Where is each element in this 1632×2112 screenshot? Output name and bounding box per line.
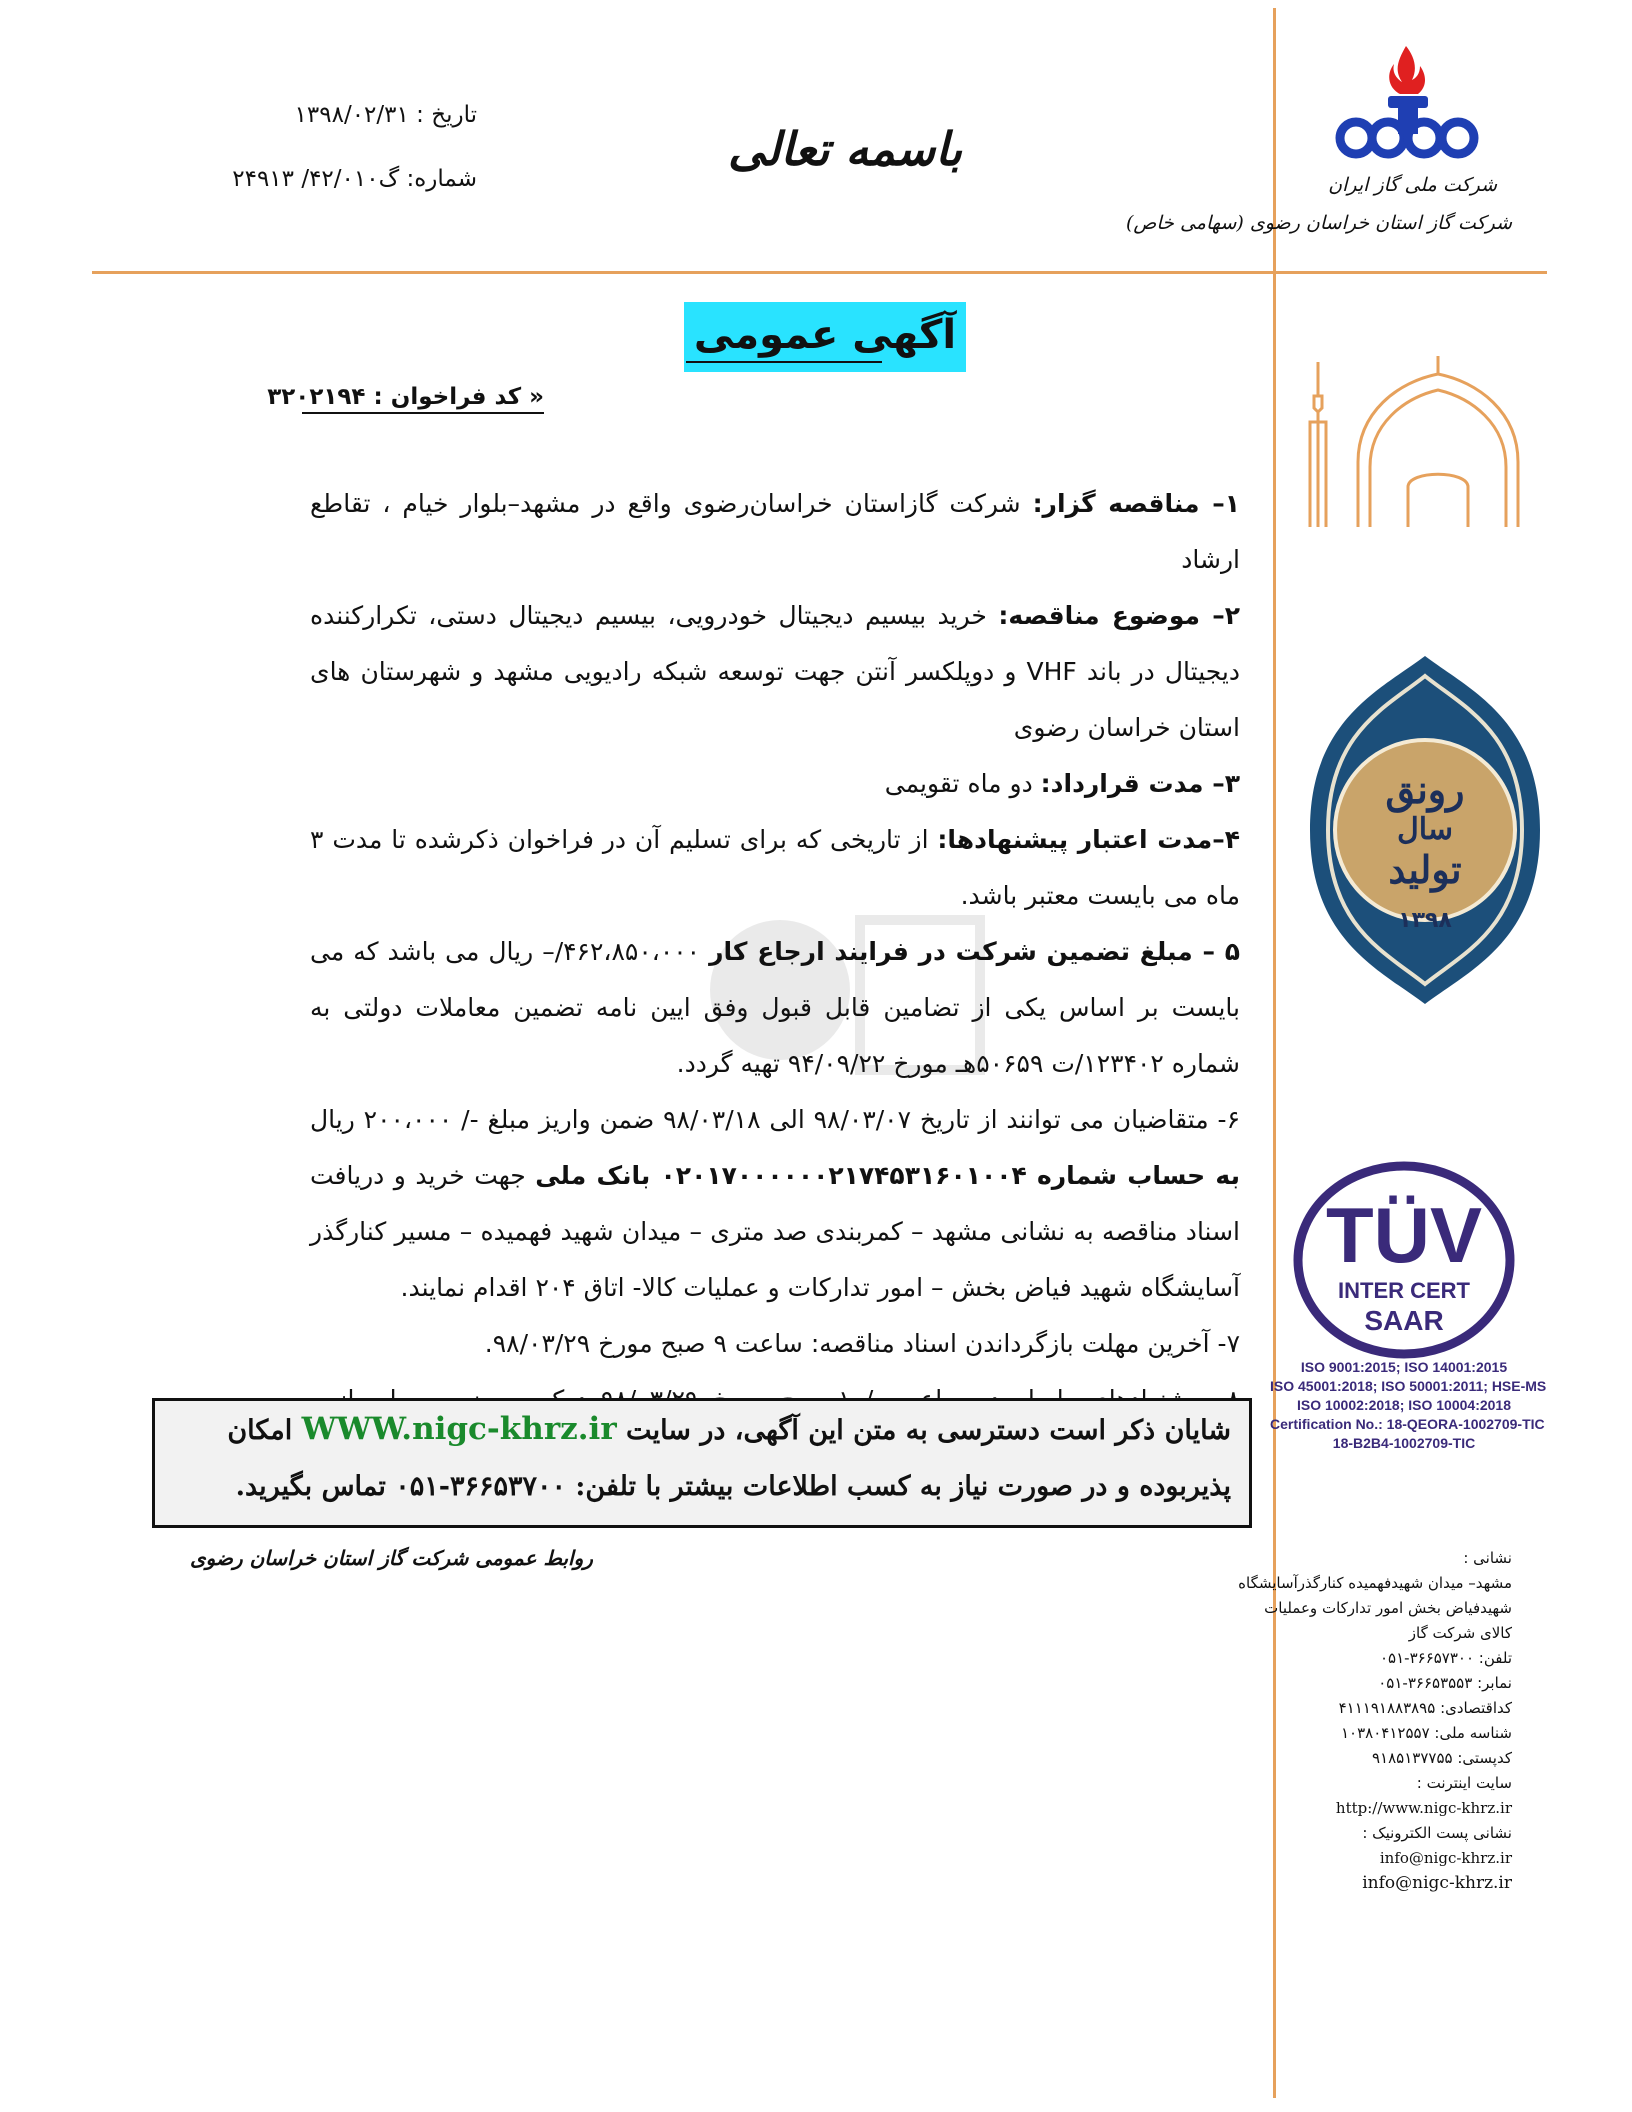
address-line-2: شهیدفیاض بخش امور تدارکات وعملیات (1264, 1599, 1512, 1617)
notice-part-2: امکان (227, 1415, 302, 1446)
logo-line-2: شرکت گاز استان خراسان رضوی (سهامی خاص) (1125, 212, 1512, 234)
item-1-heading: ۱– مناقصه گزار: (1032, 489, 1240, 518)
call-code-underline (302, 412, 544, 414)
notice-part-1: شایان ذکر است دسترسی به متن این آگهی، در سایت (616, 1415, 1231, 1446)
address-line-3: کالای شرکت گاز (1408, 1624, 1512, 1642)
item-4 (310, 812, 1240, 924)
item-2-text: خرید بیسیم دیجیتال خودرویی، بیسیم دیجیتال دستی، تکرارکننده دیجیتال در باند VHF و دوپلکسر آنتن جهت توسعه شبکه رادیویی مشهد و شهرستان های استان خراسان رضوی (310, 601, 1240, 742)
iso-certifications (1270, 1358, 1547, 1453)
item-6-text-a: ۶- متقاضیان می توانند از تاریخ ۹۸/۰۳/۰۷ الی ۹۸/۰۳/۱۸ ضمن واریز مبلغ -/ ۲۰۰،۰۰۰ ریال (310, 1105, 1240, 1134)
item-2 (310, 588, 1240, 756)
iso-line-5: 18-B2B4-1002709-TIC (1332, 1435, 1476, 1451)
slogan-word-3: سال (1396, 812, 1454, 847)
nigc-logo (1328, 38, 1488, 178)
title-underline (686, 361, 882, 363)
iso-line-2: ISO 45001:2018; ISO 50001:2011; HSE-MS (1270, 1378, 1547, 1394)
item-6-account: به حساب شماره ۰۲۰۱۷۰۰۰۰۰۰۲۱۷۴۵۳۱۶۰۱۰۰۴ بانک ملی (535, 1161, 1240, 1190)
email-1[interactable]: info@nigc-khrz.ir (1379, 1849, 1512, 1867)
tuv-brand: TÜV (1326, 1191, 1482, 1279)
slogan-word-1: رونق (1385, 767, 1465, 812)
item-1-text: شرکت گازاستان خراسان‌رضوی واقع در مشهد–بلوار خیام ، تقاطع ارشاد (310, 489, 1240, 574)
notice-line-2: پذیربوده و در صورت نیاز به کسب اطلاعات بیشتر با تلفن: ۳۶۶۵۳۷۰۰-۰۵۱ تماس بگیرید. (235, 1471, 1231, 1502)
flame-icon (1328, 38, 1488, 178)
address-label: نشانی : (1463, 1549, 1512, 1567)
year-slogan-emblem (1300, 650, 1550, 1010)
logo-line-1: شرکت ملی گاز ایران (1328, 174, 1497, 196)
item-2-heading: ۲– موضوع مناقصه: (998, 601, 1240, 630)
iso-line-4: Certification No.: 18-QEORA-1002709-TIC (1270, 1416, 1545, 1432)
website-label: سایت اینترنت : (1416, 1774, 1512, 1792)
item-3-heading: ۳– مدت قرارداد: (1040, 769, 1240, 798)
website-link[interactable]: WWW.nigc-khrz.ir (301, 1411, 617, 1447)
item-1 (310, 476, 1240, 588)
address-line-1: مشهد– میدان شهیدفهمیده کنارگذرآسایشگاه (1238, 1574, 1512, 1592)
postal-code: کدپستی: ۹۱۸۵۱۳۷۷۵۵ (1372, 1749, 1512, 1767)
email-label: نشانی پست الکترونیک : (1362, 1824, 1512, 1842)
national-id: شناسه ملی: ۱۰۳۸۰۴۱۲۵۵۷ (1341, 1724, 1512, 1742)
item-5-heading: ۵ – مبلغ تضمین شرکت در فرایند ارجاع کار (709, 937, 1240, 966)
phone: تلفن: ۳۶۶۵۷۳۰۰-۰۵۱ (1379, 1649, 1512, 1667)
footer-signature: روابط عمومی شرکت گاز استان خراسان رضوی (190, 1546, 593, 1570)
slogan-year: ۱۳۹۸ (1398, 908, 1452, 933)
horizontal-rule (92, 271, 1547, 274)
item-5-text: ۴۶۲،۸۵۰،۰۰۰/– ریال می باشد که می بایست بر اساس یکی از تضامین قابل قبول وفق ایین نامه تضمین معاملات دولتی به شماره ۱۲۳۴۰۲/ت ۵۰۶۵۹هـ مورخ ۹۴/۰۹/۲۲ تهیه گردد. (310, 937, 1240, 1078)
page-title: آگهی عمومی (693, 312, 957, 358)
tuv-logo (1290, 1160, 1518, 1360)
item-5 (310, 924, 1240, 1092)
slogan-word-2: تولید (1388, 847, 1462, 892)
notice-body (310, 476, 1240, 1540)
item-4-heading: ۴–مدت اعتبار پیشنهادها: (937, 825, 1241, 854)
call-code: « کد فراخوان : ۳۲۰۲۱۹۴ (267, 384, 544, 410)
item-7: ۷- آخرین مهلت بازگرداندن اسناد مناقصه: ساعت ۹ صبح مورخ ۹۸/۰۳/۲۹. (484, 1329, 1240, 1358)
date-label: تاریخ : ۱۳۹۸/۰۲/۳۱ (294, 102, 477, 128)
item-6-text-b: جهت خرید و دریافت اسناد مناقصه به نشانی مشهد – کمربندی صد متری – میدان شهید فهمیده – مسیر کنارگذر آسایشگاه شهید فیاض بخش – امور تدارکات و عملیات کالا- اتاق ۲۰۴ اقدام نمایند. (310, 1161, 1240, 1302)
economic-code: کداقتصادی: ۴۱۱۱۹۱۸۸۳۸۹۵ (1338, 1699, 1512, 1717)
tuv-sub-1: INTER CERT (1338, 1278, 1470, 1303)
website-notice-box (152, 1398, 1252, 1528)
iso-line-3: ISO 10002:2018; ISO 10004:2018 (1296, 1397, 1512, 1413)
item-3 (310, 756, 1240, 812)
item-4-text: از تاریخی که برای تسلیم آن در فراخوان ذکرشده تا مدت ۳ ماه می بایست معتبر باشد. (310, 825, 1240, 910)
email-2[interactable]: info@nigc-khrz.ir (1362, 1873, 1512, 1893)
mosque-outline-icon (1288, 352, 1538, 532)
fax: نمابر: ۳۶۶۵۳۵۵۳-۰۵۱ (1378, 1674, 1512, 1692)
website-url[interactable]: http://www.nigc-khrz.ir (1335, 1799, 1512, 1817)
tuv-sub-2: SAAR (1364, 1305, 1444, 1336)
iso-line-1: ISO 9001:2015; ISO 14001:2015 (1300, 1359, 1508, 1375)
item-6 (310, 1092, 1240, 1316)
notice-line-1 (155, 1401, 1249, 1459)
basmala: باسمه تعالی (728, 122, 962, 176)
contact-block (1238, 1546, 1512, 1896)
item-3-text: دو ماه تقویمی (884, 769, 1041, 798)
letter-number: شماره: گ۴۲/۰۱۰/ ۲۴۹۱۳ (232, 166, 477, 192)
